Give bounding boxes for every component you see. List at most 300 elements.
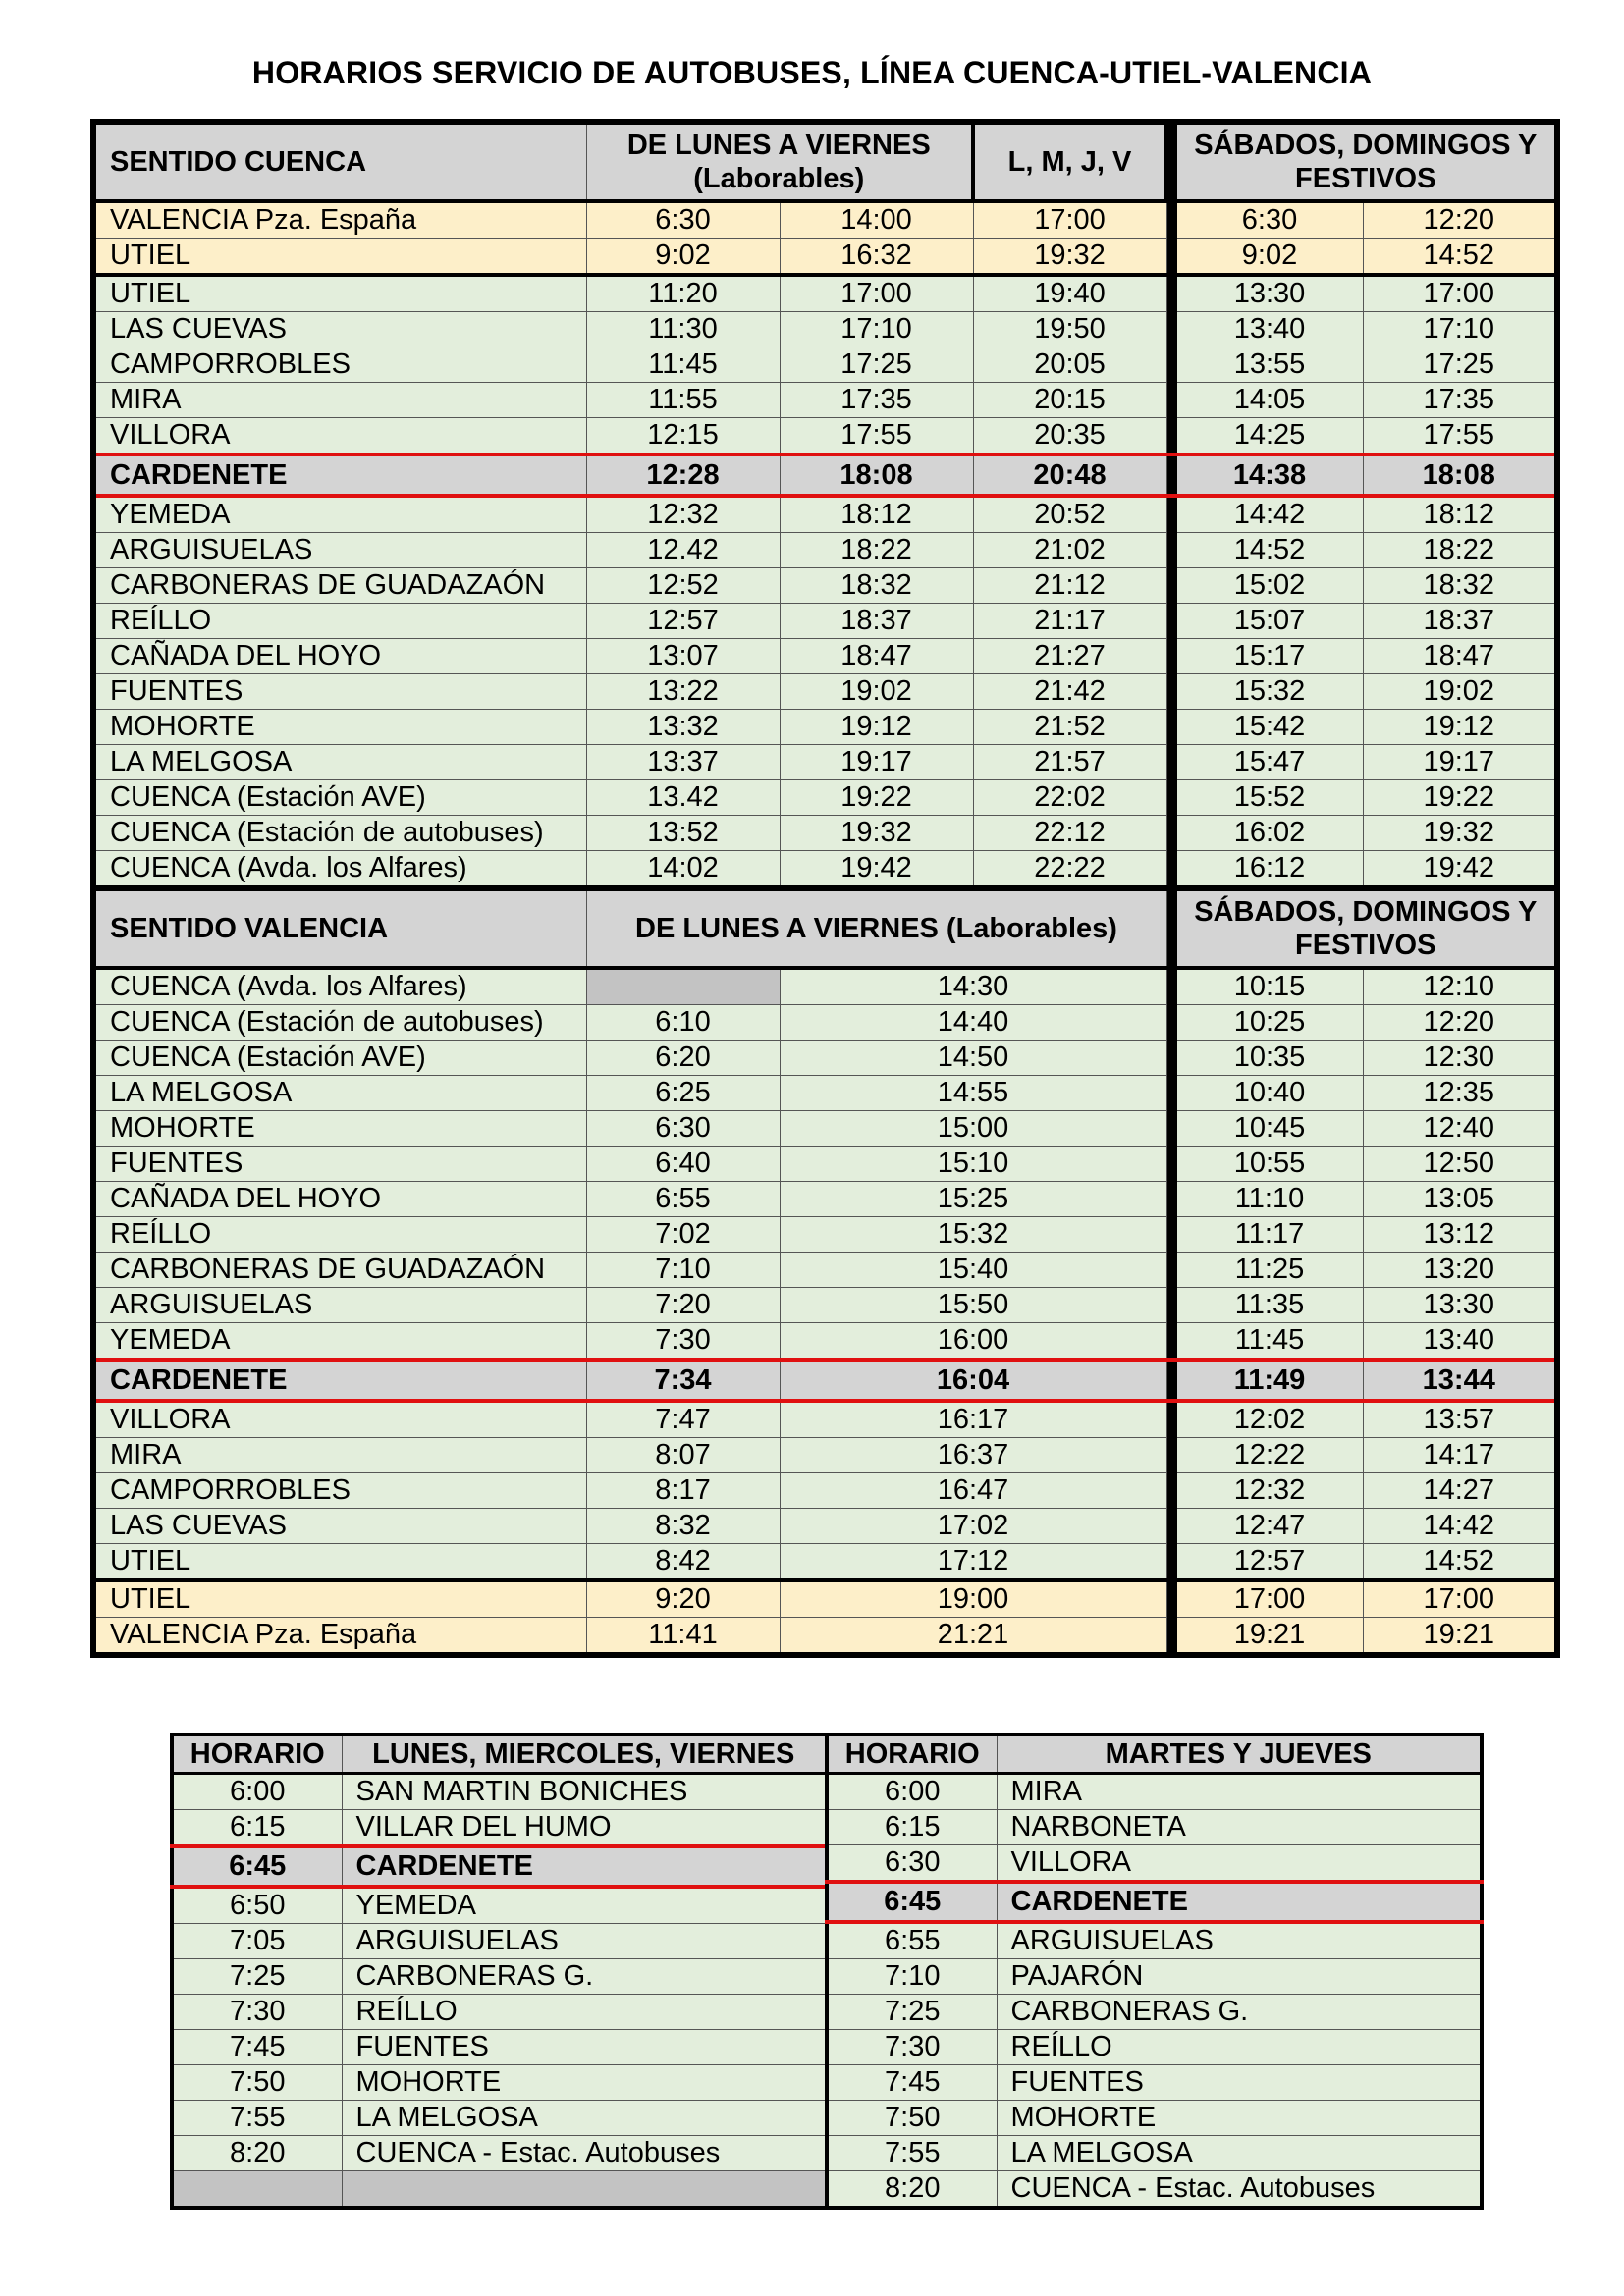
departure-time: 12.42	[586, 533, 780, 568]
departure-time: 7:30	[172, 1995, 342, 2030]
departure-time: 19:50	[973, 312, 1166, 347]
cuenca-row	[93, 639, 1557, 674]
stop-name: MOHORTE	[93, 1111, 586, 1147]
departure-time: 7:34	[586, 1360, 780, 1401]
valencia-direction-header: SENTIDO VALENCIA	[93, 888, 586, 968]
valencia-row	[93, 1580, 1557, 1618]
valencia-row	[93, 1111, 1557, 1147]
stop-name: CUENCA (Estación de autobuses)	[93, 1005, 586, 1041]
departure-time: 12:32	[1176, 1473, 1363, 1509]
cuenca-row	[93, 674, 1557, 710]
departure-time: 16:47	[780, 1473, 1166, 1509]
departure-time: 6:30	[1176, 201, 1363, 239]
departure-time: 15:52	[1176, 780, 1363, 816]
column-divider	[1166, 1076, 1176, 1111]
departure-time	[586, 968, 780, 1005]
departure-time: 8:07	[586, 1438, 780, 1473]
departure-time: 12:15	[586, 418, 780, 455]
departure-time: 17:35	[1363, 383, 1557, 418]
mj-row	[827, 1882, 1482, 1922]
stop-name: FUENTES	[93, 1147, 586, 1182]
departure-time: 8:42	[586, 1544, 780, 1581]
departure-time: 17:02	[780, 1509, 1166, 1544]
departure-time: 17:35	[780, 383, 973, 418]
cuenca-row	[93, 312, 1557, 347]
mj-row	[827, 1995, 1482, 2030]
column-divider	[1166, 1111, 1176, 1147]
departure-time: 17:55	[1363, 418, 1557, 455]
stop-name: UTIEL	[93, 1544, 586, 1581]
departure-time: 19:02	[1363, 674, 1557, 710]
departure-time: 7:45	[172, 2030, 342, 2065]
departure-time: 18:47	[1363, 639, 1557, 674]
column-divider	[1166, 1005, 1176, 1041]
cuenca-row	[93, 745, 1557, 780]
cuenca-row	[93, 568, 1557, 604]
departure-time: 12:28	[586, 454, 780, 496]
departure-time: 18:22	[1363, 533, 1557, 568]
cuenca-row	[93, 604, 1557, 639]
departure-time: 7:30	[827, 2030, 997, 2065]
departure-time: 8:17	[586, 1473, 780, 1509]
stop-name: CUENCA - Estac. Autobuses	[342, 2136, 827, 2171]
departure-time: 22:02	[973, 780, 1166, 816]
departure-time: 12:32	[586, 496, 780, 533]
departure-time: 7:55	[172, 2101, 342, 2136]
column-divider	[1166, 745, 1176, 780]
departure-time: 12:20	[1363, 201, 1557, 239]
timetable-mj	[825, 1733, 1484, 2210]
departure-time: 15:25	[780, 1182, 1166, 1217]
mj-row	[827, 2171, 1482, 2209]
stop-name: MIRA	[93, 1438, 586, 1473]
stop-name: LA MELGOSA	[93, 745, 586, 780]
departure-time: 7:45	[827, 2065, 997, 2101]
departure-time: 18:12	[1363, 496, 1557, 533]
departure-time: 18:08	[1363, 454, 1557, 496]
column-divider	[1166, 1217, 1176, 1253]
mj-row	[827, 2136, 1482, 2171]
departure-time: 12:57	[1176, 1544, 1363, 1581]
valencia-header-row	[93, 888, 1557, 968]
valencia-row	[93, 1076, 1557, 1111]
cuenca-row	[93, 275, 1557, 312]
departure-time: 14:05	[1176, 383, 1363, 418]
departure-time: 7:10	[586, 1253, 780, 1288]
stop-name: VALENCIA Pza. España	[93, 201, 586, 239]
departure-time: 7:20	[586, 1288, 780, 1323]
departure-time: 13:55	[1176, 347, 1363, 383]
departure-time: 13:57	[1363, 1401, 1557, 1438]
valencia-row	[93, 1147, 1557, 1182]
column-divider	[1166, 1147, 1176, 1182]
departure-time: 17:25	[780, 347, 973, 383]
mj-row	[827, 1774, 1482, 1810]
column-divider	[1166, 968, 1176, 1005]
mj-row	[827, 2030, 1482, 2065]
column-divider	[1166, 454, 1176, 496]
departure-time: 6:30	[586, 201, 780, 239]
departure-time: 22:12	[973, 816, 1166, 851]
column-divider	[1166, 604, 1176, 639]
departure-time: 12:52	[586, 568, 780, 604]
column-divider	[1166, 568, 1176, 604]
lmv-row	[172, 1924, 827, 1959]
stop-name: YEMEDA	[93, 1323, 586, 1361]
departure-time: 15:00	[780, 1111, 1166, 1147]
lmv-row	[172, 1810, 827, 1847]
valencia-weekend-header: SÁBADOS, DOMINGOS Y FESTIVOS	[1176, 888, 1557, 968]
stop-name: MIRA	[997, 1774, 1482, 1810]
departure-time: 15:10	[780, 1147, 1166, 1182]
departure-time: 6:20	[586, 1041, 780, 1076]
cuenca-row	[93, 454, 1557, 496]
mj-row	[827, 2101, 1482, 2136]
departure-time: 15:02	[1176, 568, 1363, 604]
lmv-row	[172, 2030, 827, 2065]
departure-time: 19:22	[780, 780, 973, 816]
stop-name: CUENCA (Estación AVE)	[93, 780, 586, 816]
column-divider	[1166, 780, 1176, 816]
stop-name: NARBONETA	[997, 1810, 1482, 1845]
departure-time: 21:57	[973, 745, 1166, 780]
departure-time: 10:25	[1176, 1005, 1363, 1041]
departure-time: 20:52	[973, 496, 1166, 533]
mj-row	[827, 2065, 1482, 2101]
departure-time: 16:32	[780, 239, 973, 276]
cuenca-row	[93, 418, 1557, 455]
departure-time: 9:02	[586, 239, 780, 276]
departure-time: 7:25	[827, 1995, 997, 2030]
departure-time: 14:00	[780, 201, 973, 239]
departure-time: 7:30	[586, 1323, 780, 1361]
cuenca-weekend-header: SÁBADOS, DOMINGOS Y FESTIVOS	[1176, 122, 1557, 201]
departure-time: 13:37	[586, 745, 780, 780]
departure-time: 13:44	[1363, 1360, 1557, 1401]
lmv-row	[172, 2065, 827, 2101]
departure-time: 17:12	[780, 1544, 1166, 1581]
stop-name: LAS CUEVAS	[93, 312, 586, 347]
departure-time: 15:17	[1176, 639, 1363, 674]
stop-name: ARGUISUELAS	[342, 1924, 827, 1959]
departure-time: 14:27	[1363, 1473, 1557, 1509]
stop-name: VILLORA	[93, 1401, 586, 1438]
column-divider	[1166, 1438, 1176, 1473]
departure-time: 7:47	[586, 1401, 780, 1438]
departure-time: 12:22	[1176, 1438, 1363, 1473]
departure-time: 14:40	[780, 1005, 1166, 1041]
column-divider	[1166, 1580, 1176, 1618]
lmv-row	[172, 1995, 827, 2030]
cuenca-row	[93, 780, 1557, 816]
cuenca-row	[93, 851, 1557, 889]
departure-time: 12:30	[1363, 1041, 1557, 1076]
valencia-row	[93, 1544, 1557, 1581]
stop-name: LA MELGOSA	[342, 2101, 827, 2136]
departure-time: 13:30	[1363, 1288, 1557, 1323]
departure-time: 18:32	[1363, 568, 1557, 604]
cuenca-row	[93, 201, 1557, 239]
stop-name: LA MELGOSA	[997, 2136, 1482, 2171]
departure-time: 7:50	[827, 2101, 997, 2136]
valencia-row	[93, 1005, 1557, 1041]
departure-time: 6:50	[172, 1887, 342, 1924]
column-divider	[1166, 239, 1176, 276]
departure-time: 9:20	[586, 1580, 780, 1618]
column-divider	[1166, 888, 1176, 968]
departure-time: 13:40	[1176, 312, 1363, 347]
departure-time: 6:30	[586, 1111, 780, 1147]
departure-time: 13:20	[1363, 1253, 1557, 1288]
stop-name: CARDENETE	[93, 454, 586, 496]
stop-name: FUENTES	[342, 2030, 827, 2065]
stop-name: MOHORTE	[342, 2065, 827, 2101]
stop-name: CUENCA (Avda. los Alfares)	[93, 851, 586, 889]
valencia-row	[93, 1182, 1557, 1217]
stop-name: UTIEL	[93, 275, 586, 312]
departure-time: 12:50	[1363, 1147, 1557, 1182]
column-divider	[1166, 533, 1176, 568]
departure-time: 10:45	[1176, 1111, 1363, 1147]
column-divider	[1166, 1618, 1176, 1656]
departure-time: 19:00	[780, 1580, 1166, 1618]
departure-time: 17:00	[1363, 1580, 1557, 1618]
valencia-row	[93, 1217, 1557, 1253]
departure-time: 15:50	[780, 1288, 1166, 1323]
departure-time: 14:30	[780, 968, 1166, 1005]
departure-time: 21:17	[973, 604, 1166, 639]
column-divider	[1166, 710, 1176, 745]
departure-time: 11:17	[1176, 1217, 1363, 1253]
valencia-weekdays-header: DE LUNES A VIERNES (Laborables)	[586, 888, 1166, 968]
column-divider	[1166, 851, 1176, 889]
valencia-row	[93, 968, 1557, 1005]
departure-time: 18:37	[1363, 604, 1557, 639]
valencia-row	[93, 1401, 1557, 1438]
departure-time: 21:02	[973, 533, 1166, 568]
departure-time: 19:17	[1363, 745, 1557, 780]
stop-name: MIRA	[93, 383, 586, 418]
departure-time: 19:17	[780, 745, 973, 780]
column-divider	[1166, 1509, 1176, 1544]
stop-name: FUENTES	[997, 2065, 1482, 2101]
departure-time: 20:15	[973, 383, 1166, 418]
valencia-row	[93, 1509, 1557, 1544]
departure-time: 12:40	[1363, 1111, 1557, 1147]
departure-time: 19:32	[780, 816, 973, 851]
valencia-row	[93, 1360, 1557, 1401]
column-divider	[1166, 1473, 1176, 1509]
departure-time: 20:48	[973, 454, 1166, 496]
stop-name: CARDENETE	[93, 1360, 586, 1401]
departure-time: 6:25	[586, 1076, 780, 1111]
departure-time: 16:00	[780, 1323, 1166, 1361]
departure-time: 17:00	[1176, 1580, 1363, 1618]
column-divider	[1166, 1360, 1176, 1401]
departure-time: 11:25	[1176, 1253, 1363, 1288]
lmv-row	[172, 1846, 827, 1887]
departure-time: 15:32	[780, 1217, 1166, 1253]
departure-time: 12:35	[1363, 1076, 1557, 1111]
departure-time: 11:35	[1176, 1288, 1363, 1323]
stop-name: YEMEDA	[342, 1887, 827, 1924]
timetable-lmv	[170, 1733, 829, 2210]
stop-name: CUENCA (Estación de autobuses)	[93, 816, 586, 851]
stop-name: CARBONERAS DE GUADAZAÓN	[93, 568, 586, 604]
stop-name: VILLORA	[93, 418, 586, 455]
lmv-row	[172, 2101, 827, 2136]
departure-time: 6:40	[586, 1147, 780, 1182]
departure-time: 10:35	[1176, 1041, 1363, 1076]
departure-time: 11:45	[1176, 1323, 1363, 1361]
departure-time: 6:55	[827, 1922, 997, 1959]
column-divider	[1166, 312, 1176, 347]
departure-time: 10:15	[1176, 968, 1363, 1005]
departure-time: 12:10	[1363, 968, 1557, 1005]
departure-time: 16:12	[1176, 851, 1363, 889]
stop-name: MOHORTE	[93, 710, 586, 745]
departure-time: 11:55	[586, 383, 780, 418]
mj-days-header: MARTES Y JUEVES	[997, 1735, 1482, 1774]
cuenca-row	[93, 533, 1557, 568]
departure-time: 6:15	[172, 1810, 342, 1847]
departure-time: 8:20	[172, 2136, 342, 2171]
departure-time: 21:42	[973, 674, 1166, 710]
departure-time: 13:12	[1363, 1217, 1557, 1253]
valencia-row	[93, 1473, 1557, 1509]
departure-time: 10:40	[1176, 1076, 1363, 1111]
stop-name: CUENCA (Estación AVE)	[93, 1041, 586, 1076]
departure-time: 14:38	[1176, 454, 1363, 496]
departure-time: 18:08	[780, 454, 973, 496]
valencia-row	[93, 1041, 1557, 1076]
cuenca-direction-header: SENTIDO CUENCA	[93, 122, 586, 201]
departure-time: 17:00	[973, 201, 1166, 239]
stop-name: UTIEL	[93, 1580, 586, 1618]
column-divider	[1166, 674, 1176, 710]
departure-time: 18:37	[780, 604, 973, 639]
departure-time: 12:57	[586, 604, 780, 639]
stop-name: REÍLLO	[997, 2030, 1482, 2065]
column-divider	[1166, 275, 1176, 312]
departure-time: 11:45	[586, 347, 780, 383]
departure-time: 14:52	[1363, 239, 1557, 276]
column-divider	[1166, 201, 1176, 239]
departure-time: 13:22	[586, 674, 780, 710]
stop-name: CARBONERAS DE GUADAZAÓN	[93, 1253, 586, 1288]
departure-time: 17:10	[1363, 312, 1557, 347]
lmv-time-header: HORARIO	[172, 1735, 342, 1774]
departure-time: 18:12	[780, 496, 973, 533]
departure-time: 11:41	[586, 1618, 780, 1656]
stop-name: CAÑADA DEL HOYO	[93, 1182, 586, 1217]
column-divider	[1166, 1323, 1176, 1361]
departure-time: 14:52	[1363, 1544, 1557, 1581]
departure-time: 7:05	[172, 1924, 342, 1959]
departure-time: 7:25	[172, 1959, 342, 1995]
departure-time: 15:42	[1176, 710, 1363, 745]
column-divider	[1166, 1041, 1176, 1076]
mj-time-header: HORARIO	[827, 1735, 997, 1774]
cuenca-row	[93, 239, 1557, 276]
cuenca-row	[93, 816, 1557, 851]
departure-time: 19:12	[780, 710, 973, 745]
departure-time: 12:20	[1363, 1005, 1557, 1041]
departure-time: 7:10	[827, 1959, 997, 1995]
departure-time: 6:55	[586, 1182, 780, 1217]
stop-name: REÍLLO	[93, 604, 586, 639]
mj-row	[827, 1810, 1482, 1845]
lmv-row	[172, 2171, 827, 2209]
departure-time: 13:05	[1363, 1182, 1557, 1217]
column-divider	[1166, 816, 1176, 851]
departure-time: 18:32	[780, 568, 973, 604]
departure-time: 7:02	[586, 1217, 780, 1253]
valencia-row	[93, 1253, 1557, 1288]
stop-name	[342, 2171, 827, 2209]
departure-time: 6:00	[172, 1774, 342, 1810]
departure-time: 18:47	[780, 639, 973, 674]
departure-time: 17:25	[1363, 347, 1557, 383]
departure-time: 19:12	[1363, 710, 1557, 745]
lmv-days-header: LUNES, MIERCOLES, VIERNES	[342, 1735, 827, 1774]
column-divider	[1166, 1401, 1176, 1438]
stop-name: CUENCA (Avda. los Alfares)	[93, 968, 586, 1005]
stop-name: CAMPORROBLES	[93, 1473, 586, 1509]
stop-name: MOHORTE	[997, 2101, 1482, 2136]
departure-time: 17:10	[780, 312, 973, 347]
cuenca-lmjv-header: L, M, J, V	[973, 122, 1166, 201]
stop-name: ARGUISUELAS	[93, 1288, 586, 1323]
departure-time	[172, 2171, 342, 2209]
column-divider	[1166, 122, 1176, 201]
departure-time: 16:17	[780, 1401, 1166, 1438]
mj-row	[827, 1959, 1482, 1995]
departure-time: 12:47	[1176, 1509, 1363, 1544]
departure-time: 6:30	[827, 1845, 997, 1883]
departure-time: 17:55	[780, 418, 973, 455]
departure-time: 13:40	[1363, 1323, 1557, 1361]
departure-time: 19:40	[973, 275, 1166, 312]
departure-time: 15:40	[780, 1253, 1166, 1288]
departure-time: 16:04	[780, 1360, 1166, 1401]
departure-time: 13:52	[586, 816, 780, 851]
departure-time: 19:42	[1363, 851, 1557, 889]
mj-row	[827, 1845, 1482, 1883]
departure-time: 6:15	[827, 1810, 997, 1845]
cuenca-row	[93, 347, 1557, 383]
page-title: HORARIOS SERVICIO DE AUTOBUSES, LÍNEA CUENCA-UTIEL-VALENCIA	[251, 55, 1373, 90]
stop-name: REÍLLO	[342, 1995, 827, 2030]
departure-time: 14:55	[780, 1076, 1166, 1111]
departure-time: 11:49	[1176, 1360, 1363, 1401]
column-divider	[1166, 1544, 1176, 1581]
departure-time: 6:10	[586, 1005, 780, 1041]
stop-name: LA MELGOSA	[93, 1076, 586, 1111]
departure-time: 14:25	[1176, 418, 1363, 455]
stop-name: UTIEL	[93, 239, 586, 276]
column-divider	[1166, 1288, 1176, 1323]
valencia-row	[93, 1438, 1557, 1473]
departure-time: 18:22	[780, 533, 973, 568]
departure-time: 21:21	[780, 1618, 1166, 1656]
departure-time: 17:00	[1363, 275, 1557, 312]
stop-name: YEMEDA	[93, 496, 586, 533]
departure-time: 6:45	[827, 1882, 997, 1922]
departure-time: 19:21	[1176, 1618, 1363, 1656]
stop-name: LAS CUEVAS	[93, 1509, 586, 1544]
departure-time: 14:50	[780, 1041, 1166, 1076]
